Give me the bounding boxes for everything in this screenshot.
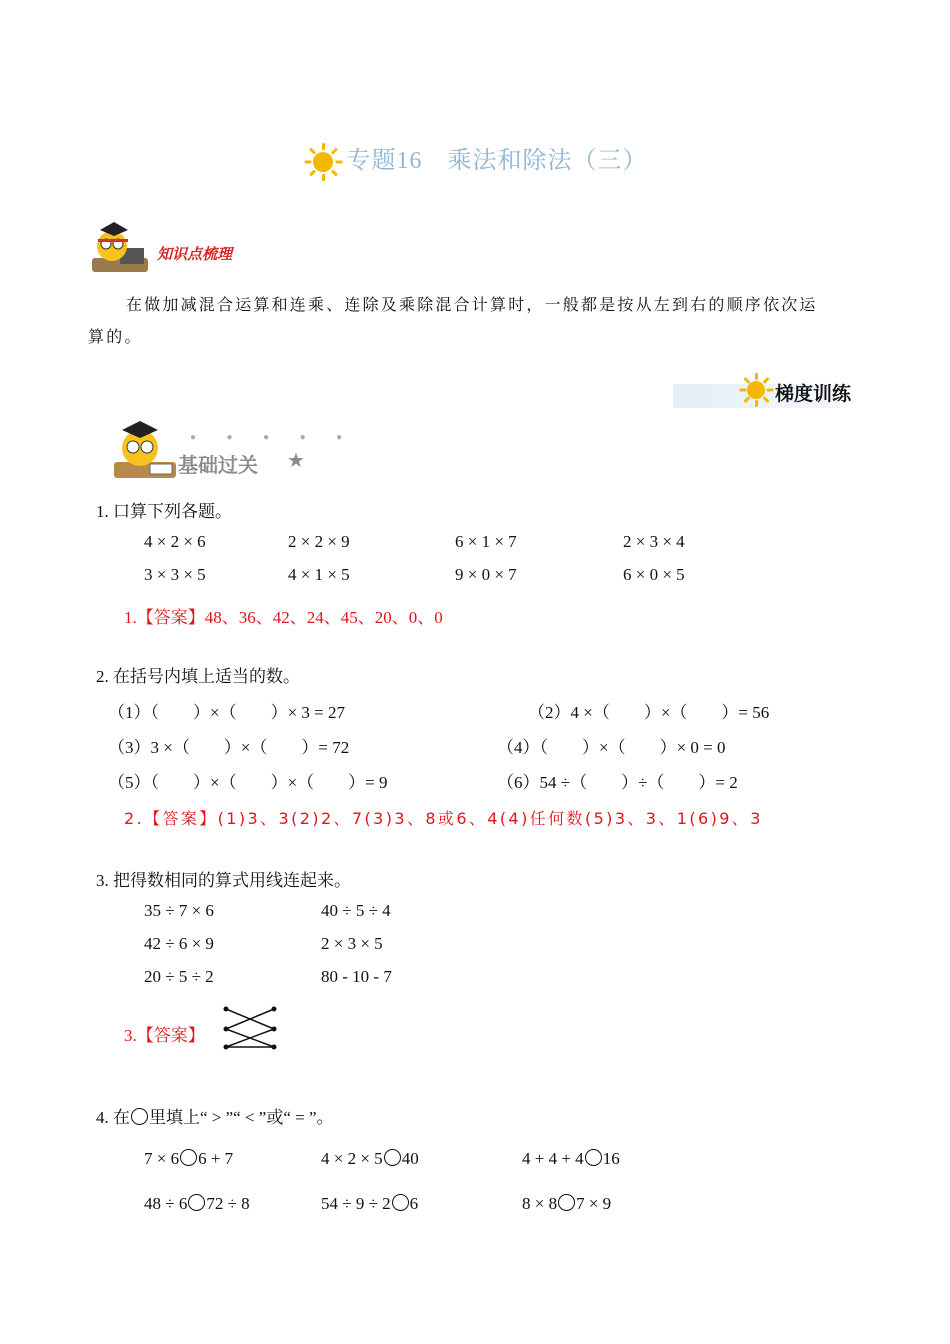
q1-item: 4 × 1 × 5 — [288, 565, 350, 584]
q4-item — [321, 1194, 418, 1214]
q4-left: 8 × 8 — [522, 1194, 558, 1213]
q2-item: （5）（ ）×（ ）×（ ）= 9 — [108, 773, 388, 792]
q4-left: 54 ÷ 9 ÷ 2 — [321, 1194, 391, 1213]
q1-item: 2 × 3 × 4 — [623, 532, 685, 551]
sun-icon — [738, 372, 774, 408]
q3-left-item: 42 ÷ 6 × 9 — [144, 934, 214, 953]
matching-lines-diagram — [218, 1002, 282, 1054]
q4-item — [144, 1194, 250, 1214]
circle-blank-icon[interactable] — [558, 1194, 575, 1211]
q3-right-item: 40 ÷ 5 ÷ 4 — [321, 901, 391, 920]
page-title — [0, 140, 950, 182]
star-icon: ★ — [287, 448, 305, 472]
q4-item — [522, 1194, 611, 1214]
circle-blank-icon — [131, 1108, 148, 1125]
q4-right: 16 — [602, 1149, 620, 1168]
sun-icon — [303, 142, 343, 182]
knowledge-label: 知识点梳理 — [157, 245, 233, 263]
q2-answer: 2.【答案】(1)3、3(2)2、7(3)3、8或6、4(4)任何数(5)3、3、1(6)9、3 — [124, 809, 763, 828]
circle-blank-icon[interactable] — [188, 1194, 205, 1211]
mascot-reading-icon — [110, 418, 180, 482]
q3-stem: 3. 把得数相同的算式用线连起来。 — [96, 871, 351, 890]
q2-item: （2）4 ×（ ）×（ ）= 56 — [528, 703, 770, 722]
q1-item: 6 × 1 × 7 — [455, 532, 517, 551]
knowledge-text-line1: 在做加减混合运算和连乘、连除及乘除混合计算时，一般都是按从左到右的顺序依次运 — [126, 295, 818, 314]
q1-item: 6 × 0 × 5 — [623, 565, 685, 584]
q4-right: 40 — [401, 1149, 419, 1168]
q4-right: 6 — [409, 1194, 419, 1213]
q4-left: 7 × 6 — [144, 1149, 180, 1168]
q1-stem: 1. 口算下列各题。 — [96, 502, 232, 521]
q1-item: 4 × 2 × 6 — [144, 532, 206, 551]
q4-left: 48 ÷ 6 — [144, 1194, 188, 1213]
circle-blank-icon[interactable] — [384, 1149, 401, 1166]
q2-item: （1）（ ）×（ ）× 3 = 27 — [108, 703, 346, 722]
q4-right: 72 ÷ 8 — [206, 1194, 250, 1213]
q4-right: 7 × 9 — [576, 1194, 612, 1213]
q2-stem: 2. 在括号内填上适当的数。 — [96, 667, 300, 686]
q4-stem-pre: 4. 在 — [96, 1108, 130, 1127]
q3-left-item: 20 ÷ 5 ÷ 2 — [144, 967, 214, 986]
q4-left: 4 + 4 + 4 — [522, 1149, 584, 1168]
q2-item: （4）（ ）×（ ）× 0 = 0 — [497, 738, 726, 757]
q4-right: 6 + 7 — [198, 1149, 234, 1168]
q3-answer: 3.【答案】 — [124, 1026, 205, 1045]
q4-item — [522, 1149, 620, 1169]
training-label: 梯度训练 — [775, 383, 852, 405]
title-name: 乘法和除法（三） — [447, 148, 648, 174]
q1-item: 2 × 2 × 9 — [288, 532, 350, 551]
q3-left-item: 35 ÷ 7 × 6 — [144, 901, 214, 920]
circle-blank-icon[interactable] — [392, 1194, 409, 1211]
title-prefix: 专题16 — [346, 148, 423, 174]
q1-item: 3 × 3 × 5 — [144, 565, 206, 584]
q2-item: （6）54 ÷（ ）÷（ ）= 2 — [497, 773, 738, 792]
q1-item: 9 × 0 × 7 — [455, 565, 517, 584]
q4-stem-post: 里填上“ > ”“ < ”或“ = ”。 — [149, 1108, 334, 1127]
q2-item: （3）3 ×（ ）×（ ）= 72 — [108, 738, 350, 757]
circle-blank-icon[interactable] — [180, 1149, 197, 1166]
q4-item — [144, 1149, 233, 1169]
q4-stem — [96, 1103, 334, 1128]
mascot-computer-icon — [90, 218, 150, 278]
q4-item — [321, 1149, 419, 1169]
dots-decoration: ● ● ● ● ● — [190, 432, 357, 443]
basic-label: 基础过关 — [178, 453, 258, 477]
q4-left: 4 × 2 × 5 — [321, 1149, 383, 1168]
q1-answer: 1.【答案】48、36、42、24、45、20、0、0 — [124, 608, 443, 627]
knowledge-text-line2: 算的。 — [88, 327, 143, 346]
q3-right-item: 80 - 10 - 7 — [321, 967, 392, 986]
q3-right-item: 2 × 3 × 5 — [321, 934, 383, 953]
circle-blank-icon[interactable] — [585, 1149, 602, 1166]
